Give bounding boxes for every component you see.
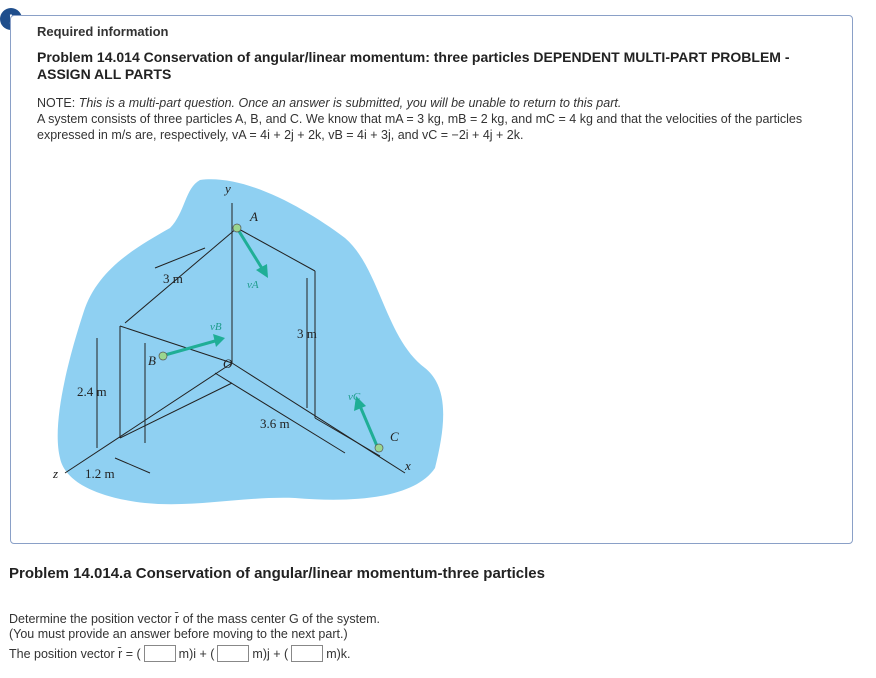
dim-1-2m: 1.2 m [85, 466, 115, 481]
y-axis-label: y [225, 181, 231, 196]
part-title: Problem 14.014.a Conservation of angular/linear momentum-three particles [9, 565, 545, 582]
label-vC: vC [348, 391, 361, 403]
problem-figure [45, 168, 465, 518]
note-text: This is a multi-part question. Once an answer is submitted, you will be unable to return to this part. [78, 96, 622, 110]
x-axis-label: x [405, 458, 411, 473]
particle-B [159, 352, 167, 360]
dim-2-4m: 2.4 m [77, 384, 107, 399]
position-y-input[interactable] [217, 645, 249, 662]
particle-A [233, 224, 241, 232]
problem-description: A system consists of three particles A, B, and C. We know that mA = 3 kg, mB = 2 kg, and mC = 4 kg and that the velocities of the particles expressed in m/s are, respectively, vA = 4i + 2j + 2k, vB = 4i + 3j, and vC = −2i + 4j + 2k. [37, 112, 803, 142]
answer-row [9, 645, 351, 662]
dim-3-6m: 3.6 m [260, 416, 290, 431]
dim-3m-top: 3 m [163, 271, 183, 286]
problem-statement [37, 95, 827, 143]
question-line-1: Determine the position vector r̄ of the mass center G of the system. [9, 612, 380, 626]
label-B: B [148, 353, 156, 368]
unit-i-label: m)i + ( [178, 646, 215, 661]
answer-prefix: The position vector r̄ = ( [9, 646, 141, 661]
label-C: C [390, 429, 399, 444]
label-A: A [250, 209, 258, 224]
unit-k-label: m)k. [326, 646, 351, 661]
label-vB: vB [210, 321, 222, 333]
particle-C [375, 444, 383, 452]
dim-3m-right: 3 m [297, 326, 317, 341]
note-label: NOTE: [37, 96, 76, 110]
label-vA: vA [247, 279, 259, 291]
position-x-input[interactable] [144, 645, 176, 662]
label-O: O [223, 356, 233, 371]
question-line-2: (You must provide an answer before moving to the next part.) [9, 627, 348, 641]
problem-title: Problem 14.014 Conservation of angular/linear momentum: three particles DEPENDENT MULTI-PART PROBLEM - ASSIGN ALL PARTS [37, 49, 790, 82]
position-z-input[interactable] [291, 645, 323, 662]
z-axis-label: z [53, 466, 59, 481]
question-text [9, 612, 380, 642]
figure-background [58, 179, 444, 504]
required-info-heading: Required information [37, 24, 169, 39]
unit-j-label: m)j + ( [252, 646, 289, 661]
